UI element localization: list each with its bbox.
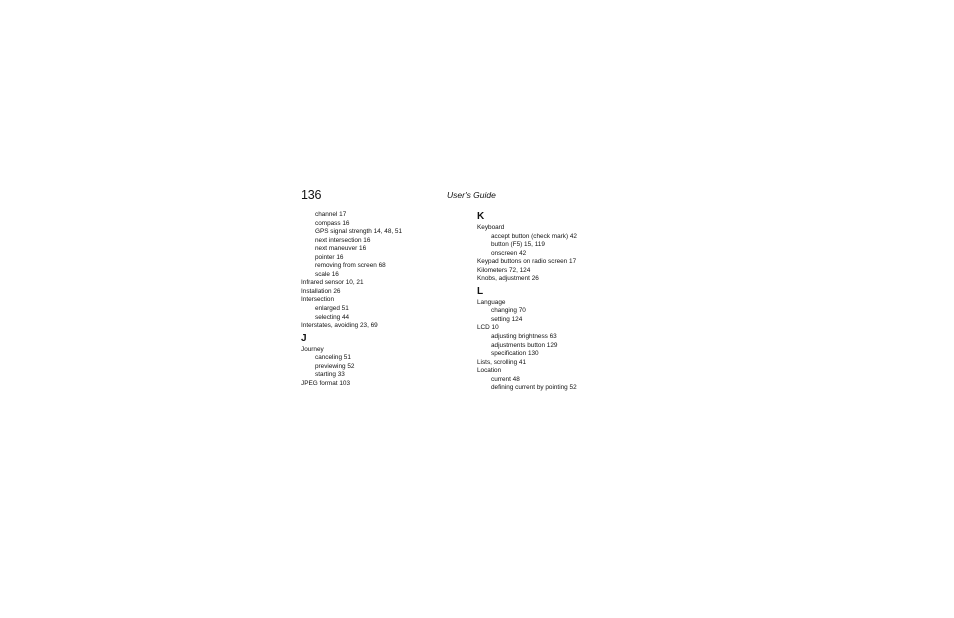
running-title: User's Guide (447, 190, 496, 200)
index-entry: Lists, scrolling 41 (477, 358, 527, 366)
index-entry: JPEG format 103 (301, 379, 351, 387)
index-entry: Kilometers 72, 124 (477, 266, 531, 274)
index-entry: Installation 26 (301, 287, 341, 295)
index-subentry: adjusting brightness 63 (491, 333, 557, 341)
index-subentry: pointer 16 (315, 253, 344, 261)
index-subentry: changing 70 (491, 307, 526, 315)
index-subentry: adjustments button 129 (491, 341, 558, 349)
index-subentry: starting 33 (315, 371, 345, 379)
index-subentry: enlarged 51 (315, 305, 349, 313)
index-subentry: setting 124 (491, 315, 523, 323)
index-subentry: accept button (check mark) 42 (491, 232, 577, 240)
index-subentry: previewing 52 (315, 362, 355, 370)
index-section-letter: K (477, 211, 485, 222)
index-section-letter: J (301, 332, 307, 344)
index-subentry: selecting 44 (315, 313, 350, 321)
index-subentry: next intersection 16 (315, 236, 371, 244)
index-subentry: canceling 51 (315, 354, 351, 362)
index-column-right (477, 211, 647, 393)
index-entry: LCD 10 (477, 324, 499, 332)
index-entry: Journey (301, 345, 324, 353)
index-entry: Keypad buttons on radio screen 17 (477, 258, 577, 266)
index-subentry: specification 130 (491, 350, 539, 358)
index-subentry: GPS signal strength 14, 48, 51 (315, 228, 403, 236)
index-subentry: current 48 (491, 375, 520, 383)
index-subentry: compass 16 (315, 219, 350, 227)
index-entry: Interstates, avoiding 23, 69 (301, 322, 378, 330)
index-subentry: onscreen 42 (491, 249, 527, 257)
index-entry: Intersection (301, 296, 335, 304)
index-subentry: next maneuver 16 (315, 245, 367, 253)
index-entry: Language (477, 298, 506, 306)
page-number: 136 (301, 188, 322, 202)
index-entry: Knobs, adjustment 26 (477, 275, 539, 283)
index-subentry: channel 17 (315, 211, 347, 218)
index-entry: Location (477, 367, 502, 375)
index-entry: Infrared sensor 10, 21 (301, 279, 364, 287)
index-column-left (301, 211, 471, 388)
index-subentry: button (F5) 15, 119 (491, 241, 545, 249)
index-entry: Keyboard (477, 224, 505, 231)
index-subentry: defining current by pointing 52 (491, 384, 577, 392)
index-subentry: removing from screen 68 (315, 262, 386, 270)
index-section-letter: L (477, 285, 484, 297)
index-subentry: scale 16 (315, 270, 339, 278)
